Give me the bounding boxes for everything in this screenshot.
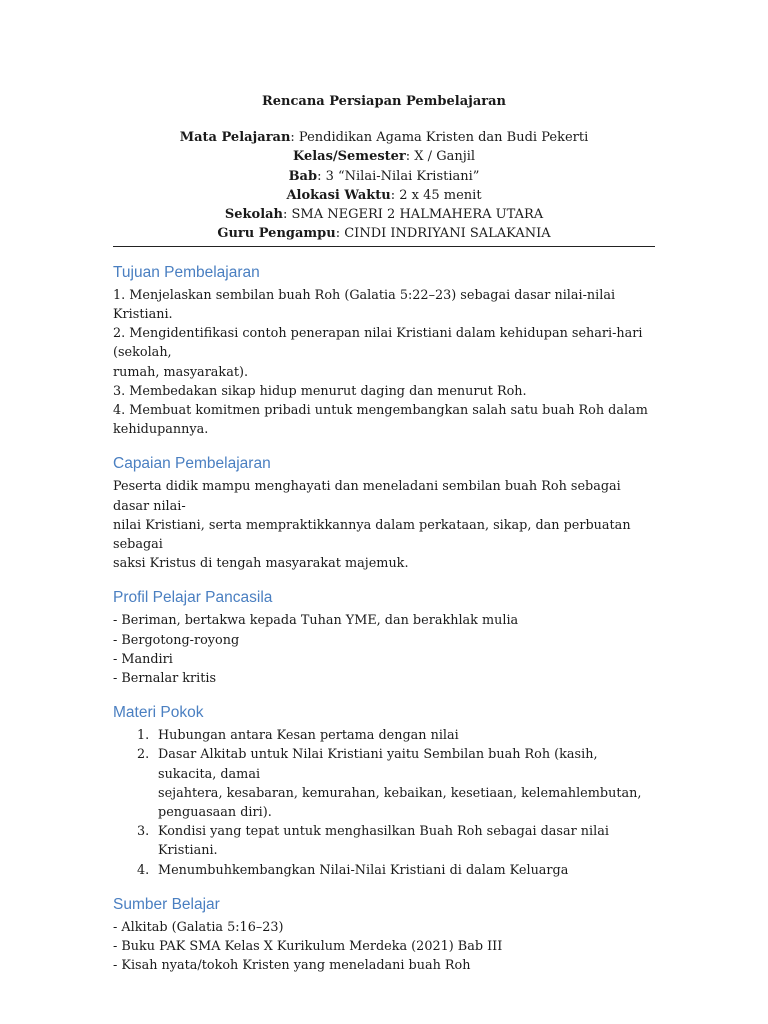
- document-meta: [113, 128, 655, 244]
- meta-row-kelas-semester: [113, 147, 655, 166]
- meta-key: Mata Pelajaran: [179, 130, 291, 145]
- section-content: [113, 611, 655, 688]
- section-heading: Capaian Pembelajaran: [113, 455, 271, 473]
- meta-row-mata-pelajaran: [113, 128, 655, 147]
- text-line: nilai Kristiani, serta mempraktikkannya dalam perkataan, sikap, dan perbuatan sebagai: [113, 517, 631, 553]
- meta-row-bab: [113, 167, 655, 186]
- meta-value: : X / Ganjil: [405, 149, 476, 165]
- section-content: [113, 286, 655, 440]
- list-number: 1.: [137, 728, 150, 744]
- text-line: 3. Membedakan sikap hidup menurut daging dan menurut Roh.: [113, 383, 527, 399]
- list-item: - Mandiri: [113, 651, 173, 667]
- text-line: Kondisi yang tepat untuk menghasilkan Buah Roh sebagai dasar nilai Kristiani.: [158, 824, 609, 859]
- header-divider: [113, 246, 655, 247]
- list-item: - Alkitab (Galatia 5:16–23): [113, 919, 284, 935]
- list-item: [113, 861, 655, 880]
- meta-key: Alokasi Waktu: [286, 187, 391, 203]
- meta-key: Guru Pengampu: [217, 226, 336, 242]
- section-profil-pelajar-pancasila: [113, 587, 655, 688]
- list-item: [113, 822, 655, 860]
- text-line: Menumbuhkembangkan Nilai-Nilai Kristiani di dalam Keluarga: [158, 862, 569, 878]
- section-heading: Tujuan Pembelajaran: [113, 263, 260, 281]
- list-item: - Buku PAK SMA Kelas X Kurikulum Merdeka (2021) Bab III: [113, 939, 503, 955]
- meta-value: : 2 x 45 menit: [390, 187, 482, 203]
- section-materi-pokok: [113, 702, 655, 880]
- meta-row-sekolah: [113, 205, 655, 224]
- text-line: kehidupannya.: [113, 422, 209, 438]
- text-line: 2. Mengidentifikasi contoh penerapan nilai Kristiani dalam kehidupan sehari-hari (sekolah,: [113, 326, 643, 361]
- meta-value: : SMA NEGERI 2 HALMAHERA UTARA: [283, 207, 544, 223]
- section-heading: Profil Pelajar Pancasila: [113, 589, 273, 607]
- text-line: penguasaan diri).: [158, 805, 272, 821]
- numbered-list: [113, 726, 655, 880]
- meta-key: Bab: [288, 168, 318, 184]
- text-line: 1. Menjelaskan sembilan buah Roh (Galatia 5:22–23) sebagai dasar nilai-nilai Kristiani.: [113, 287, 616, 322]
- text-line: sejahtera, kesabaran, kemurahan, kebaikan, kesetiaan, kelemahlembutan,: [158, 785, 642, 801]
- meta-value: : 3 “Nilai-Nilai Kristiani”: [317, 168, 480, 184]
- section-heading: Sumber Belajar: [113, 895, 220, 913]
- document-title: Rencana Persiapan Pembelajaran: [261, 94, 506, 109]
- document-body: [113, 92, 655, 975]
- section-content: [113, 918, 655, 976]
- section-heading: Materi Pokok: [113, 704, 204, 722]
- section-content: [113, 477, 655, 573]
- list-item: - Beriman, bertakwa kepada Tuhan YME, dan berakhlak mulia: [113, 613, 519, 629]
- section-sumber-belajar: [113, 894, 655, 976]
- meta-key: Sekolah: [224, 207, 284, 223]
- list-item: - Bernalar kritis: [113, 671, 217, 687]
- text-line: Hubungan antara Kesan pertama dengan nilai: [158, 728, 459, 744]
- text-line: Peserta didik mampu menghayati dan meneladani sembilan buah Roh sebagai dasar nilai-: [113, 479, 621, 514]
- list-item: - Kisah nyata/tokoh Kristen yang meneladani buah Roh: [113, 958, 471, 974]
- text-line: rumah, masyarakat).: [113, 364, 249, 380]
- meta-row-guru-pengampu: [113, 224, 655, 243]
- meta-key: Kelas/Semester: [292, 149, 406, 165]
- list-number: 4.: [137, 862, 150, 878]
- meta-value: : CINDI INDRIYANI SALAKANIA: [335, 226, 551, 242]
- section-capaian-pembelajaran: [113, 453, 655, 573]
- list-number: 3.: [137, 824, 150, 840]
- meta-value: : Pendidikan Agama Kristen dan Budi Pekerti: [290, 130, 589, 145]
- text-line: Dasar Alkitab untuk Nilai Kristiani yaitu Sembilan buah Roh (kasih, sukacita, damai: [158, 747, 598, 782]
- meta-row-alokasi-waktu: [113, 186, 655, 205]
- text-line: 4. Membuat komitmen pribadi untuk mengembangkan salah satu buah Roh dalam: [113, 403, 648, 418]
- list-item: [113, 726, 655, 745]
- list-item: [113, 745, 655, 822]
- list-item: - Bergotong-royong: [113, 632, 240, 648]
- section-tujuan-pembelajaran: [113, 262, 655, 440]
- list-number: 2.: [137, 747, 150, 763]
- text-line: saksi Kristus di tengah masyarakat majemuk.: [113, 556, 409, 572]
